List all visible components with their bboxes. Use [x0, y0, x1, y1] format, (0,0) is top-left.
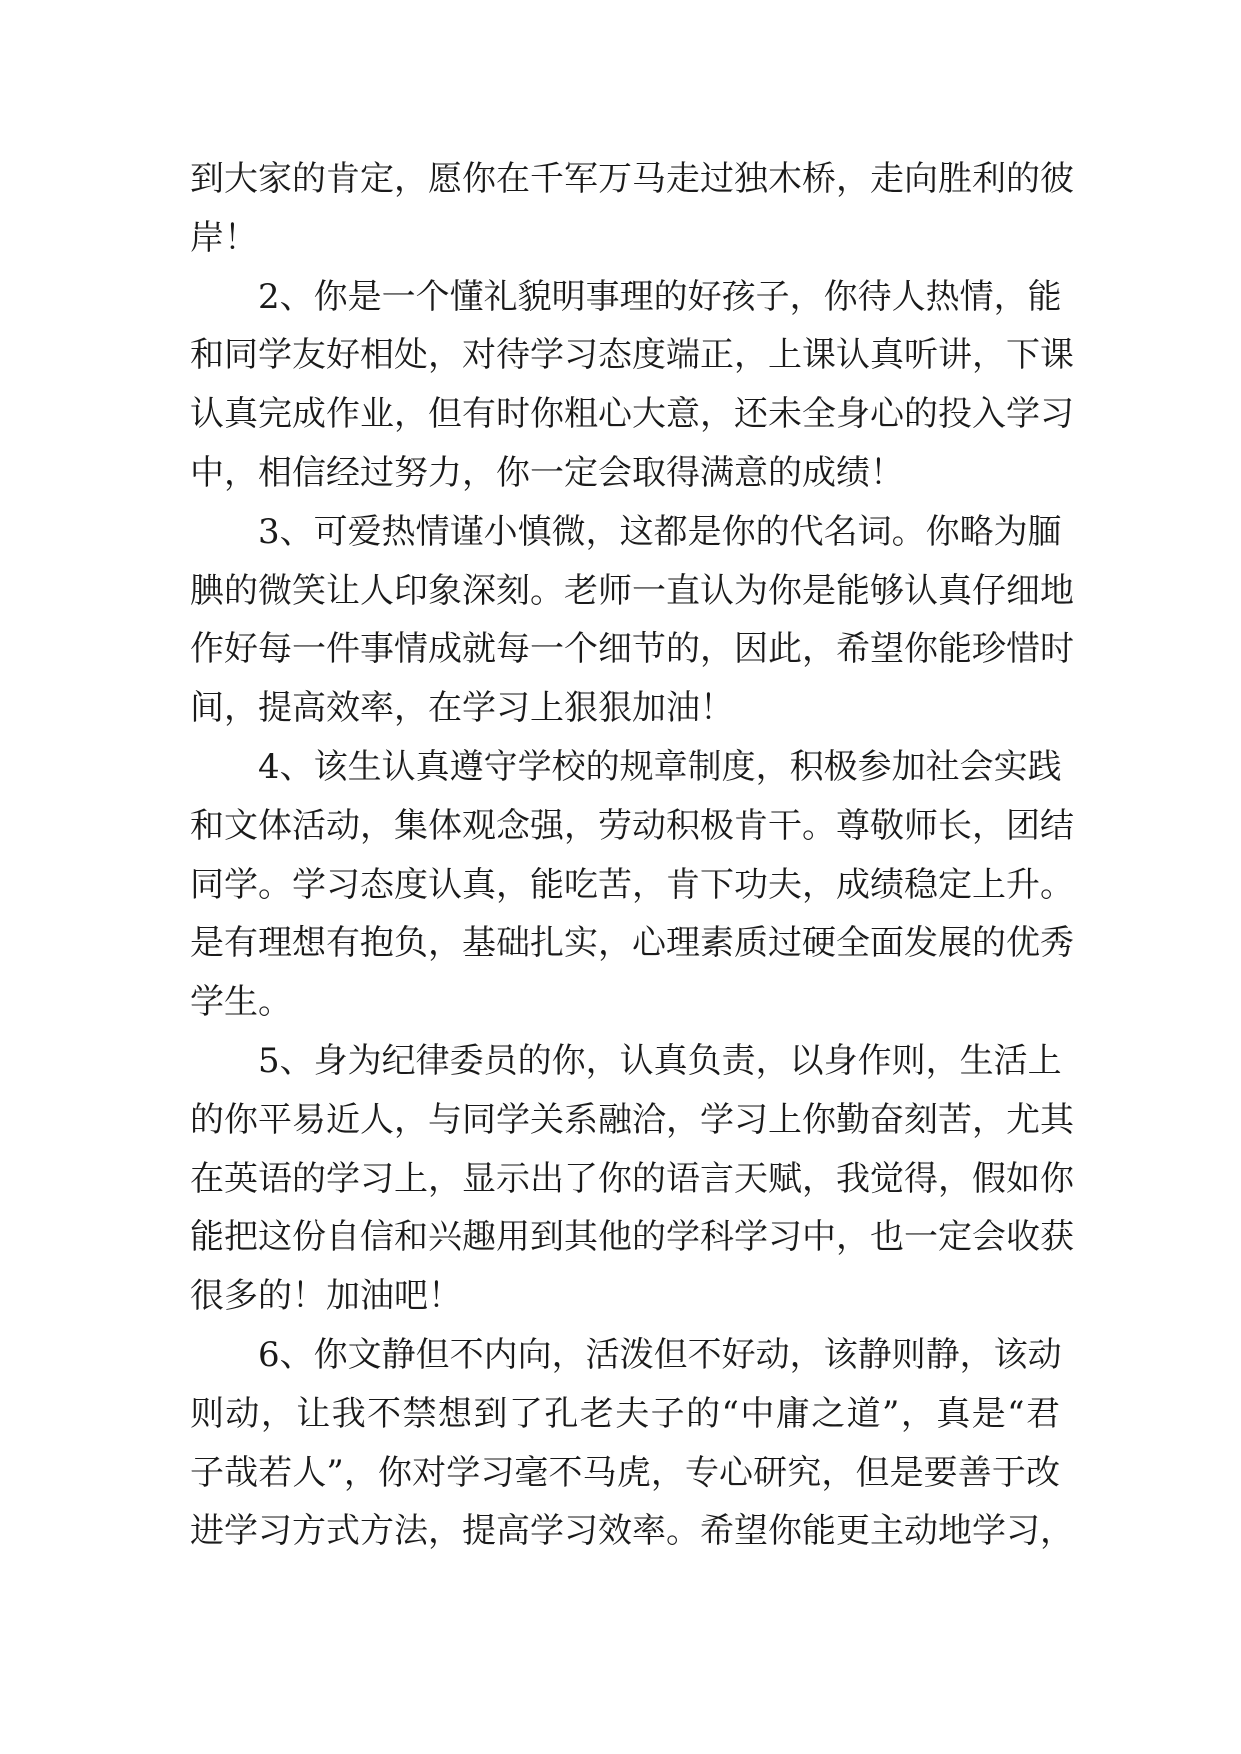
text-line-18: 在英语的学习上，显示出了你的语言天赋，我觉得，假如你: [190, 1158, 1074, 1199]
text-line-8: 腆的微笑让人印象深刻。老师一直认为你是能够认真仔细地: [190, 570, 1074, 611]
text-line-11: 4、该生认真遵守学校的规章制度，积极参加社会实践: [258, 746, 1062, 787]
text-line-5: 认真完成作业，但有时你粗心大意，还未全身心的投入学习: [190, 394, 1074, 435]
document-page: [190, 150, 1074, 1561]
text-line-22: 则动，让我不禁想到了孔老夫子的“中庸之道”，真是“君: [190, 1393, 1060, 1434]
text-line-14: 是有理想有抱负，基础扎实，心理素质过硬全面发展的优秀: [190, 923, 1074, 964]
text-line-20: 很多的！加油吧！: [190, 1276, 462, 1317]
text-line-23: 子哉若人”，你对学习毫不马虎，专心研究，但是要善于改: [190, 1452, 1060, 1493]
text-line-24: 进学习方式方法，提高学习效率。希望你能更主动地学习，: [190, 1511, 1074, 1552]
text-line-4: 和同学友好相处，对待学习态度端正，上课认真听讲，下课: [190, 335, 1074, 376]
text-line-3: 2、你是一个懂礼貌明事理的好孩子，你待人热情，能: [258, 276, 1062, 317]
text-line-19: 能把这份自信和兴趣用到其他的学科学习中，也一定会收获: [190, 1217, 1074, 1258]
text-line-6: 中，相信经过努力，你一定会取得满意的成绩！: [190, 452, 904, 493]
text-line-10: 间，提高效率，在学习上狠狠加油！: [190, 688, 734, 729]
text-line-16: 5、身为纪律委员的你，认真负责，以身作则，生活上: [258, 1040, 1062, 1081]
text-line-21: 6、你文静但不内向，活泼但不好动，该静则静，该动: [258, 1334, 1062, 1375]
text-line-12: 和文体活动，集体观念强，劳动积极肯干。尊敬师长，团结: [190, 805, 1074, 846]
text-line-17: 的你平易近人，与同学关系融洽，学习上你勤奋刻苦，尤其: [190, 1099, 1074, 1140]
text-line-7: 3、可爱热情谨小慎微，这都是你的代名词。你略为腼: [258, 511, 1062, 552]
text-line-9: 作好每一件事情成就每一个细节的，因此，希望你能珍惜时: [190, 629, 1074, 670]
text-line-13: 同学。学习态度认真，能吃苦，肯下功夫，成绩稳定上升。: [190, 864, 1074, 905]
text-line-15: 学生。: [190, 982, 292, 1023]
text-line-2: 岸！: [190, 217, 258, 258]
text-line-1: 到大家的肯定，愿你在千军万马走过独木桥，走向胜利的彼: [190, 159, 1074, 199]
